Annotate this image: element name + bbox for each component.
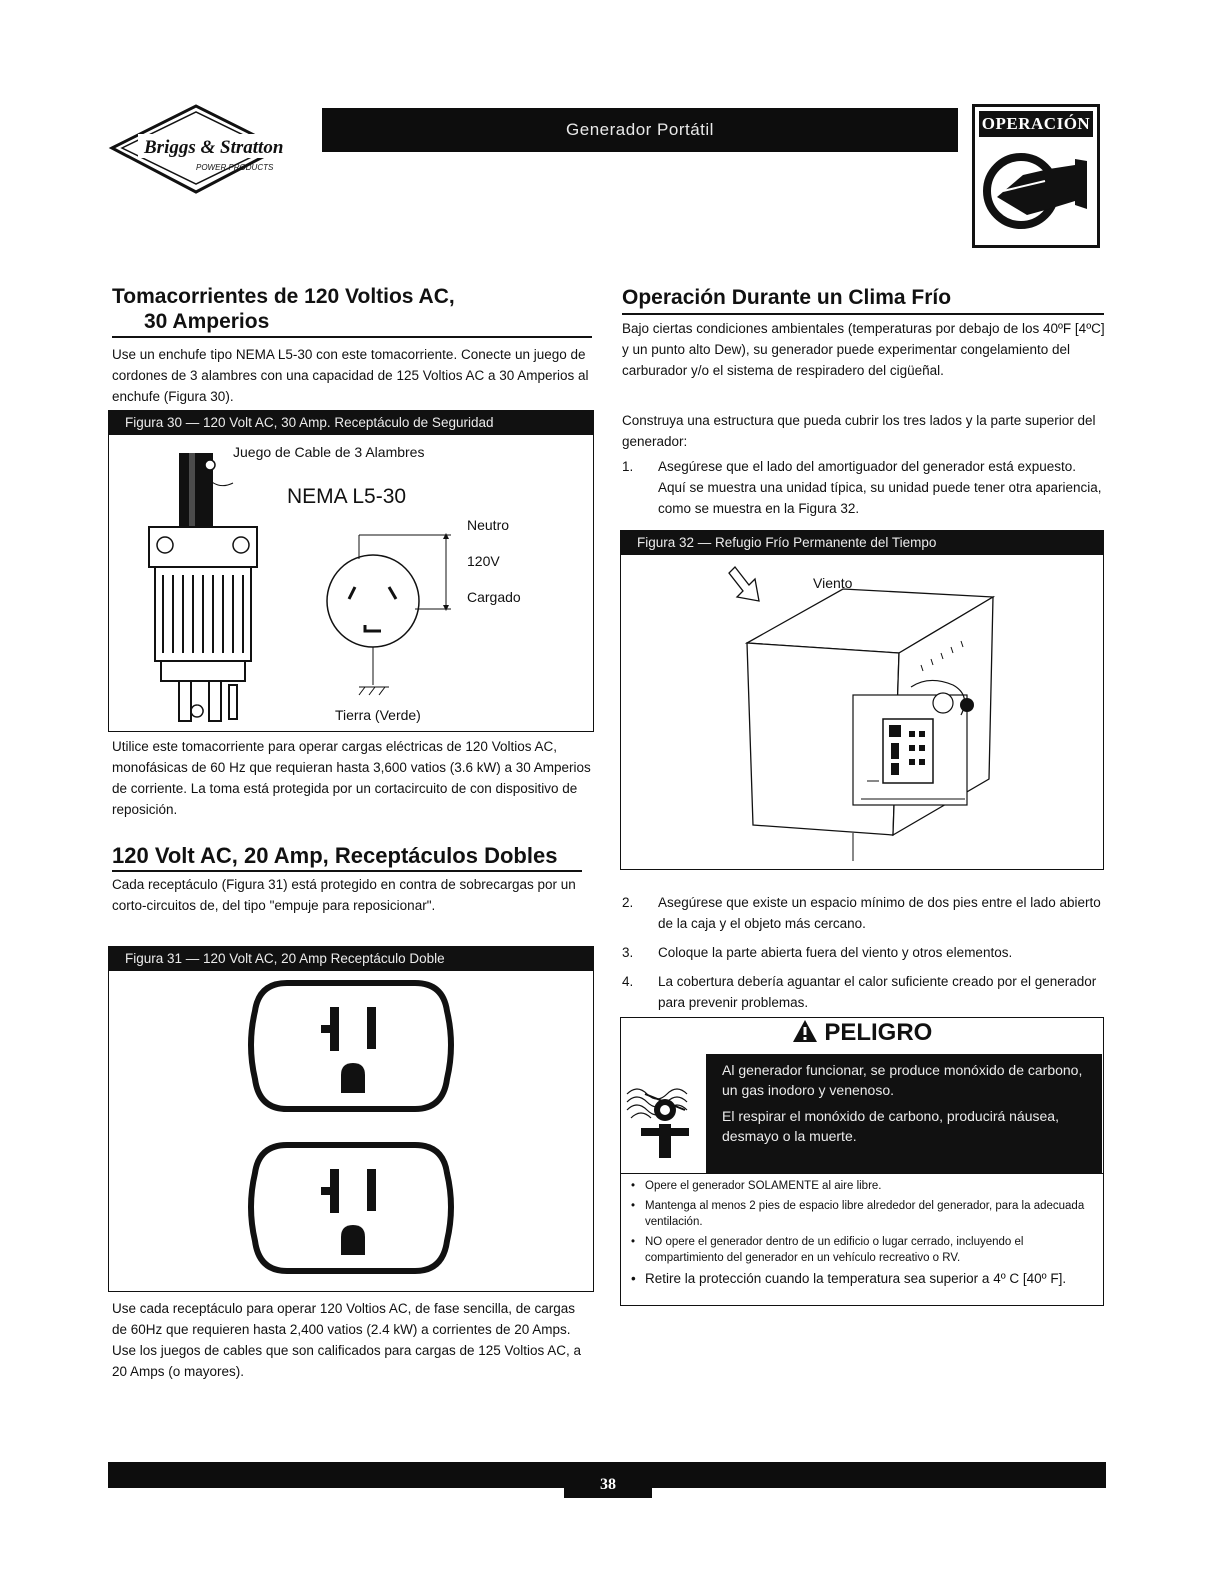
sec2-after: Use cada receptáculo para operar 120 Voltios AC, de fase sencilla, de cargas de 60Hz que requieren hasta 2,400 vatios (2.4 kW) a corrientes de 20 Amps. Use los juegos de cables que son calificados para cargas de 125 Voltios AC, a 20 Amps (o mayores). bbox=[112, 1301, 582, 1379]
section-title-20amp: 120 Volt AC, 20 Amp, Receptáculos Dobles bbox=[112, 842, 582, 872]
list-item bbox=[622, 942, 1106, 963]
danger-msg-2: El respirar el monóxido de carbono, producirá náusea, desmayo o la muerte. bbox=[722, 1108, 1059, 1144]
list-item: • Opere el generador SOLAMENTE al aire libre. bbox=[631, 1178, 1093, 1194]
nema-l5-30-diagram bbox=[109, 435, 593, 731]
danger-bullets bbox=[631, 1178, 1093, 1292]
cold-para1: Bajo ciertas condiciones ambientales (temperaturas por debajo de los 40ºF [4ºC] y un punto alto Dew), su generador puede experimentar congelamiento del carburador y/o el sistema de respiradero del cigüeñal. bbox=[622, 321, 1105, 378]
step-text: La cobertura debería aguantar el calor suficiente creado por el generador para prevenir problemas. bbox=[658, 974, 1097, 1010]
figure-31-caption: Figura 31 — 120 Volt AC, 20 Amp Receptáculo Doble bbox=[109, 947, 593, 971]
sec2-intro: Cada receptáculo (Figura 31) está protegido en contra de sobrecargas por un corto-circuitos de, del tipo "empuje para reposicionar". bbox=[112, 877, 576, 913]
warning-triangle-icon bbox=[792, 1019, 818, 1043]
section-title-30amp-line2: 30 Amperios bbox=[144, 310, 270, 333]
figure-32 bbox=[620, 530, 1104, 870]
outlet-bottom bbox=[251, 1145, 451, 1271]
step-text: Asegúrese que el lado del amortiguador del generador está expuesto. Aquí se muestra una unidad típica, su unidad puede tener otra apariencia, como se muestra en la Figura 32. bbox=[658, 459, 1102, 516]
step-text: Coloque la parte abierta fuera del viento y otros elementos. bbox=[658, 945, 1013, 960]
label-tierra: Tierra (Verde) bbox=[335, 707, 421, 723]
danger-divider bbox=[621, 1173, 1103, 1174]
section-title-cold-weather: Operación Durante un Clima Frío bbox=[622, 284, 1104, 315]
list-item bbox=[622, 892, 1106, 934]
section-title-30amp-line1: Tomacorrientes de 120 Voltios AC, bbox=[112, 285, 455, 308]
list-item: • NO opere el generador dentro de un edificio o lugar cerrado, incluyendo el compartimiento del generador en un vehículo recreativo o RV. bbox=[631, 1234, 1093, 1266]
outlet-top bbox=[251, 983, 451, 1109]
section-title-30amp bbox=[112, 284, 592, 338]
list-item bbox=[622, 971, 1106, 1013]
danger-title-text: PELIGRO bbox=[824, 1019, 933, 1046]
duplex-receptacle-diagram bbox=[109, 971, 593, 1291]
figure-30 bbox=[108, 410, 594, 732]
step-number: 1. bbox=[622, 459, 634, 474]
step-number: 4. bbox=[622, 974, 634, 989]
list-item bbox=[622, 456, 1106, 519]
cold-steps bbox=[622, 892, 1106, 1013]
figure-30-caption: Figura 30 — 120 Volt AC, 30 Amp. Receptáculo de Seguridad bbox=[109, 411, 593, 435]
header-title-bar: Generador Portátil bbox=[322, 108, 958, 152]
list-item: • Retire la protección cuando la temperatura sea superior a 4º C [40º F]. bbox=[631, 1270, 1093, 1288]
page-number: 38 bbox=[564, 1462, 652, 1498]
danger-title bbox=[621, 1018, 1103, 1054]
label-cargado: Cargado bbox=[467, 589, 521, 605]
label-cable: Juego de Cable de 3 Alambres bbox=[233, 444, 425, 460]
figure-32-caption: Figura 32 — Refugio Frío Permanente del Tiempo bbox=[621, 531, 1103, 555]
operation-hand-icon bbox=[979, 141, 1095, 241]
figure-31 bbox=[108, 946, 594, 1292]
sec1-intro: Use un enchufe tipo NEMA L5-30 con este tomacorriente. Conecte un juego de cordones de 3 alambres con una capacidad de 125 Voltios AC a 30 Amperios al enchufe (Figura 30). bbox=[112, 347, 589, 404]
step-text: Asegúrese que existe un espacio mínimo de dos pies entre el lado abierto de la caja y el objeto más cercano. bbox=[658, 895, 1101, 931]
danger-msg-1: Al generador funcionar, se produce monóxido de carbono, un gas inodoro y venenoso. bbox=[722, 1062, 1083, 1098]
list-item: • Mantenga al menos 2 pies de espacio libre alrededor del generador, para la adecuada ventilación. bbox=[631, 1198, 1093, 1230]
label-120v: 120V bbox=[467, 553, 500, 569]
step-number: 2. bbox=[622, 895, 634, 910]
cold-weather-shelter-diagram bbox=[621, 555, 1103, 869]
danger-box bbox=[620, 1017, 1104, 1306]
cold-para2: Construya una estructura que pueda cubrir los tres lados y la parte superior del generador: bbox=[622, 413, 1096, 449]
label-neutro: Neutro bbox=[467, 517, 510, 533]
briggs-stratton-logo bbox=[108, 104, 332, 196]
logo-subtitle: POWER PRODUCTS bbox=[196, 163, 274, 172]
step-number: 3. bbox=[622, 945, 634, 960]
danger-message bbox=[706, 1054, 1102, 1173]
toxic-fumes-icon bbox=[621, 1054, 706, 1173]
logo-wordmark: Briggs & Stratton bbox=[144, 137, 284, 158]
sec1-after: Utilice este tomacorriente para operar cargas eléctricas de 120 Voltios AC, monofásicas de 60 Hz que requieran hasta 3,600 vatios (3.6 kW) a 30 Amperios de corriente. La toma está protegida por un cortacircuito de con dispositivo de reposición. bbox=[112, 739, 591, 817]
section-badge bbox=[972, 104, 1100, 248]
cold-step1 bbox=[622, 456, 1106, 519]
label-nema: NEMA L5-30 bbox=[287, 485, 407, 508]
section-badge-label: OPERACIÓN bbox=[979, 111, 1093, 137]
label-viento: Viento bbox=[813, 575, 853, 591]
